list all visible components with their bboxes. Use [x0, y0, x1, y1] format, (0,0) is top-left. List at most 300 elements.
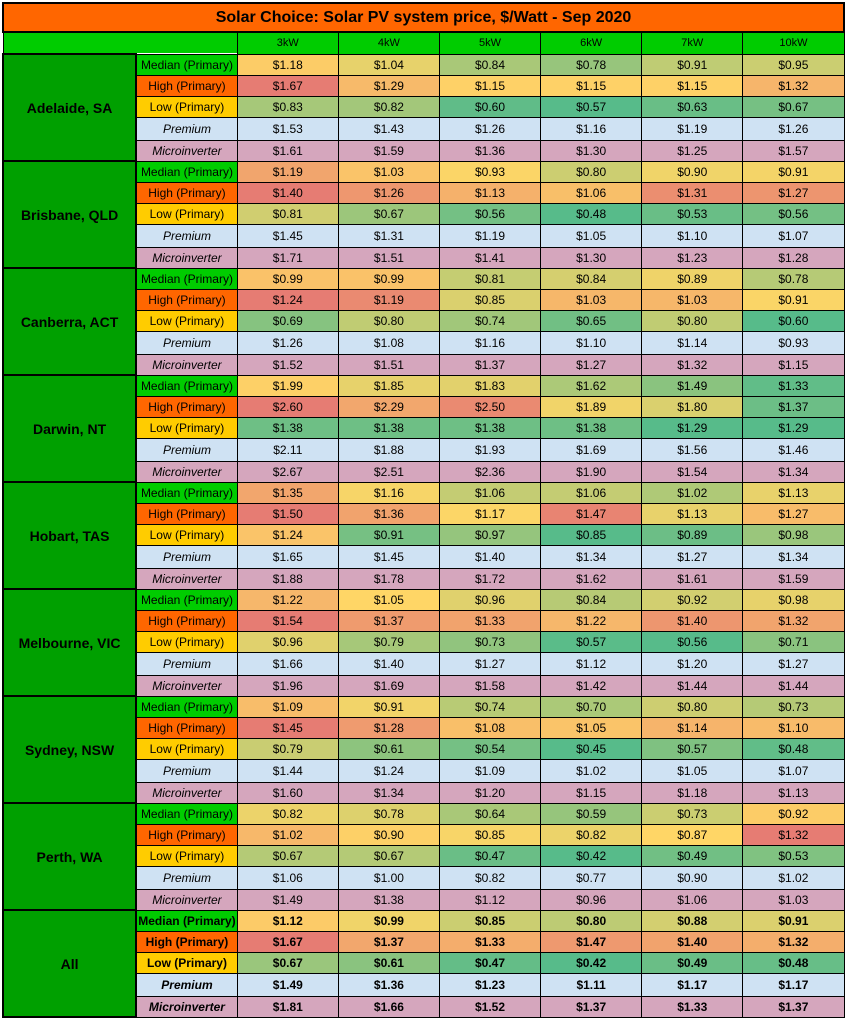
row-label-median: Median (Primary)	[136, 803, 237, 824]
price-cell: $0.91	[743, 910, 844, 931]
price-cell: $1.32	[642, 354, 743, 375]
price-cell: $0.54	[439, 738, 540, 759]
price-cell: $1.06	[439, 482, 540, 503]
price-cell: $1.56	[642, 438, 743, 461]
price-cell: $1.19	[642, 117, 743, 140]
price-cell: $0.70	[541, 696, 642, 717]
price-cell: $1.07	[743, 759, 844, 782]
row-label-micro: Microinverter	[136, 140, 237, 161]
city-label: Canberra, ACT	[3, 268, 136, 375]
price-cell: $1.72	[439, 568, 540, 589]
price-cell: $1.06	[642, 889, 743, 910]
price-cell: $1.27	[439, 652, 540, 675]
price-cell: $1.09	[439, 759, 540, 782]
price-cell: $1.54	[642, 461, 743, 482]
price-cell: $1.12	[237, 910, 338, 931]
price-cell: $1.42	[541, 675, 642, 696]
table-row	[3, 54, 844, 75]
price-cell: $1.17	[743, 973, 844, 996]
price-cell: $1.23	[439, 973, 540, 996]
price-cell: $1.31	[642, 182, 743, 203]
row-label-micro: Microinverter	[136, 568, 237, 589]
price-cell: $1.27	[743, 182, 844, 203]
price-cell: $0.83	[237, 96, 338, 117]
row-label-premium: Premium	[136, 973, 237, 996]
price-cell: $0.73	[642, 803, 743, 824]
price-cell: $0.67	[743, 96, 844, 117]
price-cell: $1.50	[237, 503, 338, 524]
price-cell: $1.06	[237, 866, 338, 889]
price-cell: $0.85	[541, 524, 642, 545]
price-cell: $1.37	[338, 931, 439, 952]
price-cell: $1.10	[642, 224, 743, 247]
price-cell: $1.29	[743, 417, 844, 438]
row-label-micro: Microinverter	[136, 889, 237, 910]
price-cell: $1.83	[439, 375, 540, 396]
price-cell: $1.58	[439, 675, 540, 696]
price-cell: $2.67	[237, 461, 338, 482]
price-cell: $0.93	[743, 331, 844, 354]
price-cell: $0.84	[541, 268, 642, 289]
row-label-low: Low (Primary)	[136, 96, 237, 117]
price-cell: $1.41	[439, 247, 540, 268]
price-cell: $1.17	[642, 973, 743, 996]
price-cell: $1.07	[743, 224, 844, 247]
price-cell: $1.15	[642, 75, 743, 96]
row-label-high: High (Primary)	[136, 289, 237, 310]
table-row	[3, 910, 844, 931]
price-cell: $1.05	[338, 589, 439, 610]
price-cell: $1.25	[642, 140, 743, 161]
price-cell: $0.82	[237, 803, 338, 824]
price-cell: $1.37	[743, 396, 844, 417]
price-cell: $1.30	[541, 247, 642, 268]
price-cell: $1.28	[338, 717, 439, 738]
price-cell: $1.44	[743, 675, 844, 696]
price-cell: $1.69	[541, 438, 642, 461]
price-cell: $1.46	[743, 438, 844, 461]
price-cell: $0.57	[642, 738, 743, 759]
price-cell: $0.98	[743, 524, 844, 545]
row-label-median: Median (Primary)	[136, 375, 237, 396]
price-cell: $0.80	[642, 310, 743, 331]
price-cell: $0.81	[439, 268, 540, 289]
price-cell: $0.88	[642, 910, 743, 931]
price-cell: $0.73	[743, 696, 844, 717]
price-cell: $0.79	[338, 631, 439, 652]
table-row	[3, 375, 844, 396]
price-cell: $1.40	[237, 182, 338, 203]
city-label: Hobart, TAS	[3, 482, 136, 589]
price-cell: $0.77	[541, 866, 642, 889]
price-cell: $0.96	[541, 889, 642, 910]
column-header: 7kW	[642, 32, 743, 54]
price-cell: $1.27	[743, 652, 844, 675]
price-cell: $1.00	[338, 866, 439, 889]
price-cell: $0.87	[642, 824, 743, 845]
price-cell: $0.80	[642, 696, 743, 717]
price-cell: $1.53	[237, 117, 338, 140]
table-row	[3, 696, 844, 717]
price-cell: $1.67	[237, 75, 338, 96]
row-label-high: High (Primary)	[136, 931, 237, 952]
row-label-median: Median (Primary)	[136, 268, 237, 289]
price-cell: $2.51	[338, 461, 439, 482]
price-cell: $1.47	[541, 931, 642, 952]
row-label-micro: Microinverter	[136, 675, 237, 696]
row-label-high: High (Primary)	[136, 610, 237, 631]
price-cell: $0.78	[541, 54, 642, 75]
price-cell: $1.43	[338, 117, 439, 140]
price-cell: $1.05	[541, 717, 642, 738]
price-cell: $1.30	[541, 140, 642, 161]
price-cell: $0.64	[439, 803, 540, 824]
price-cell: $0.84	[541, 589, 642, 610]
price-cell: $1.37	[743, 996, 844, 1017]
header-corner	[3, 32, 237, 54]
row-label-median: Median (Primary)	[136, 589, 237, 610]
price-cell: $1.03	[338, 161, 439, 182]
price-cell: $1.40	[642, 610, 743, 631]
price-cell: $1.03	[743, 889, 844, 910]
price-cell: $1.24	[237, 524, 338, 545]
price-cell: $1.38	[237, 417, 338, 438]
price-cell: $1.54	[237, 610, 338, 631]
price-cell: $0.97	[439, 524, 540, 545]
row-label-micro: Microinverter	[136, 782, 237, 803]
price-cell: $1.40	[338, 652, 439, 675]
price-cell: $1.27	[541, 354, 642, 375]
price-cell: $0.60	[439, 96, 540, 117]
price-cell: $1.29	[642, 417, 743, 438]
price-cell: $1.09	[237, 696, 338, 717]
price-cell: $1.45	[237, 717, 338, 738]
price-cell: $1.40	[439, 545, 540, 568]
price-cell: $1.99	[237, 375, 338, 396]
price-cell: $1.20	[642, 652, 743, 675]
row-label-median: Median (Primary)	[136, 482, 237, 503]
price-cell: $0.96	[237, 631, 338, 652]
column-header: 10kW	[743, 32, 844, 54]
column-header: 4kW	[338, 32, 439, 54]
price-cell: $1.38	[439, 417, 540, 438]
price-cell: $1.24	[338, 759, 439, 782]
table-title: Solar Choice: Solar PV system price, $/Watt - Sep 2020	[3, 3, 844, 32]
price-cell: $0.56	[439, 203, 540, 224]
price-cell: $1.80	[642, 396, 743, 417]
price-cell: $1.18	[642, 782, 743, 803]
price-cell: $1.10	[743, 717, 844, 738]
price-cell: $0.90	[642, 161, 743, 182]
price-cell: $1.44	[237, 759, 338, 782]
price-cell: $0.67	[237, 845, 338, 866]
price-cell: $1.31	[338, 224, 439, 247]
price-cell: $0.74	[439, 696, 540, 717]
price-cell: $0.61	[338, 738, 439, 759]
price-cell: $0.48	[541, 203, 642, 224]
table-row	[3, 482, 844, 503]
price-cell: $1.71	[237, 247, 338, 268]
price-cell: $1.15	[743, 354, 844, 375]
row-label-micro: Microinverter	[136, 354, 237, 375]
price-cell: $0.99	[338, 910, 439, 931]
price-cell: $1.15	[541, 75, 642, 96]
price-cell: $1.38	[541, 417, 642, 438]
price-cell: $1.16	[338, 482, 439, 503]
price-cell: $1.69	[338, 675, 439, 696]
price-cell: $1.10	[541, 331, 642, 354]
price-cell: $1.02	[541, 759, 642, 782]
price-cell: $0.78	[743, 268, 844, 289]
row-label-micro: Microinverter	[136, 461, 237, 482]
price-cell: $1.49	[237, 973, 338, 996]
column-header: 6kW	[541, 32, 642, 54]
price-cell: $0.90	[642, 866, 743, 889]
price-cell: $1.19	[439, 224, 540, 247]
price-cell: $0.53	[743, 845, 844, 866]
price-cell: $0.47	[439, 952, 540, 973]
row-label-micro: Microinverter	[136, 996, 237, 1017]
price-cell: $1.59	[743, 568, 844, 589]
price-cell: $0.84	[439, 54, 540, 75]
price-table	[2, 2, 845, 1018]
price-cell: $1.18	[237, 54, 338, 75]
table-row	[3, 268, 844, 289]
price-cell: $1.13	[743, 482, 844, 503]
price-cell: $0.60	[743, 310, 844, 331]
row-label-low: Low (Primary)	[136, 631, 237, 652]
price-cell: $1.36	[439, 140, 540, 161]
price-cell: $0.48	[743, 952, 844, 973]
row-label-premium: Premium	[136, 331, 237, 354]
price-cell: $1.08	[338, 331, 439, 354]
price-cell: $1.02	[642, 482, 743, 503]
row-label-low: Low (Primary)	[136, 524, 237, 545]
price-cell: $1.22	[541, 610, 642, 631]
price-cell: $2.36	[439, 461, 540, 482]
price-cell: $1.33	[439, 610, 540, 631]
price-cell: $1.15	[541, 782, 642, 803]
city-label: Brisbane, QLD	[3, 161, 136, 268]
price-cell: $1.49	[642, 375, 743, 396]
price-cell: $0.85	[439, 289, 540, 310]
price-cell: $1.34	[743, 461, 844, 482]
price-cell: $1.20	[439, 782, 540, 803]
row-label-low: Low (Primary)	[136, 952, 237, 973]
price-cell: $2.60	[237, 396, 338, 417]
row-label-premium: Premium	[136, 866, 237, 889]
price-cell: $0.91	[338, 696, 439, 717]
price-cell: $0.57	[541, 631, 642, 652]
price-cell: $1.19	[338, 289, 439, 310]
price-cell: $1.32	[743, 75, 844, 96]
price-cell: $1.93	[439, 438, 540, 461]
price-cell: $1.19	[237, 161, 338, 182]
price-cell: $1.17	[439, 503, 540, 524]
price-cell: $0.67	[237, 952, 338, 973]
row-label-premium: Premium	[136, 759, 237, 782]
price-cell: $1.60	[237, 782, 338, 803]
price-cell: $1.12	[541, 652, 642, 675]
price-cell: $1.34	[743, 545, 844, 568]
price-cell: $0.57	[541, 96, 642, 117]
price-cell: $1.12	[439, 889, 540, 910]
price-cell: $0.53	[642, 203, 743, 224]
price-cell: $1.61	[237, 140, 338, 161]
price-cell: $0.48	[743, 738, 844, 759]
price-cell: $1.26	[439, 117, 540, 140]
price-cell: $1.40	[642, 931, 743, 952]
price-cell: $0.98	[743, 589, 844, 610]
price-cell: $0.56	[743, 203, 844, 224]
price-cell: $1.24	[237, 289, 338, 310]
price-cell: $1.32	[743, 931, 844, 952]
row-label-high: High (Primary)	[136, 503, 237, 524]
price-cell: $0.61	[338, 952, 439, 973]
price-cell: $1.36	[338, 973, 439, 996]
row-label-median: Median (Primary)	[136, 696, 237, 717]
price-cell: $0.82	[439, 866, 540, 889]
price-cell: $1.61	[642, 568, 743, 589]
price-cell: $1.32	[743, 824, 844, 845]
price-cell: $1.45	[338, 545, 439, 568]
price-cell: $1.96	[237, 675, 338, 696]
table-row	[3, 803, 844, 824]
price-cell: $0.91	[338, 524, 439, 545]
row-label-high: High (Primary)	[136, 396, 237, 417]
row-label-premium: Premium	[136, 545, 237, 568]
price-cell: $1.67	[237, 931, 338, 952]
table-row	[3, 589, 844, 610]
price-cell: $0.91	[642, 54, 743, 75]
price-cell: $1.16	[541, 117, 642, 140]
price-cell: $0.49	[642, 952, 743, 973]
row-label-median: Median (Primary)	[136, 54, 237, 75]
price-cell: $1.11	[541, 973, 642, 996]
price-cell: $1.26	[743, 117, 844, 140]
row-label-low: Low (Primary)	[136, 845, 237, 866]
price-cell: $0.80	[541, 161, 642, 182]
price-cell: $0.89	[642, 524, 743, 545]
row-label-premium: Premium	[136, 117, 237, 140]
price-cell: $0.91	[743, 289, 844, 310]
price-cell: $1.26	[237, 331, 338, 354]
row-label-low: Low (Primary)	[136, 203, 237, 224]
price-cell: $0.73	[439, 631, 540, 652]
price-cell: $1.81	[237, 996, 338, 1017]
table-row	[3, 161, 844, 182]
row-label-low: Low (Primary)	[136, 738, 237, 759]
city-label: Sydney, NSW	[3, 696, 136, 803]
price-cell: $0.80	[541, 910, 642, 931]
city-label: All	[3, 910, 136, 1017]
price-cell: $0.80	[338, 310, 439, 331]
column-header: 3kW	[237, 32, 338, 54]
price-cell: $1.65	[237, 545, 338, 568]
row-label-premium: Premium	[136, 438, 237, 461]
price-cell: $0.81	[237, 203, 338, 224]
price-cell: $0.67	[338, 845, 439, 866]
price-cell: $1.02	[743, 866, 844, 889]
price-cell: $1.27	[642, 545, 743, 568]
price-cell: $1.27	[743, 503, 844, 524]
price-cell: $1.52	[237, 354, 338, 375]
price-cell: $0.91	[743, 161, 844, 182]
price-cell: $0.71	[743, 631, 844, 652]
price-cell: $0.89	[642, 268, 743, 289]
row-label-low: Low (Primary)	[136, 417, 237, 438]
price-cell: $0.85	[439, 910, 540, 931]
price-cell: $1.51	[338, 247, 439, 268]
price-cell: $0.82	[338, 96, 439, 117]
price-cell: $1.78	[338, 568, 439, 589]
price-cell: $1.33	[439, 931, 540, 952]
price-cell: $1.13	[642, 503, 743, 524]
price-cell: $1.37	[541, 996, 642, 1017]
price-cell: $1.33	[743, 375, 844, 396]
price-cell: $1.03	[541, 289, 642, 310]
price-cell: $0.90	[338, 824, 439, 845]
price-cell: $0.56	[642, 631, 743, 652]
price-cell: $1.33	[642, 996, 743, 1017]
price-cell: $1.66	[338, 996, 439, 1017]
row-label-median: Median (Primary)	[136, 161, 237, 182]
row-label-median: Median (Primary)	[136, 910, 237, 931]
city-label: Adelaide, SA	[3, 54, 136, 161]
row-label-micro: Microinverter	[136, 247, 237, 268]
price-cell: $1.90	[541, 461, 642, 482]
price-cell: $1.37	[338, 610, 439, 631]
price-cell: $1.32	[743, 610, 844, 631]
price-cell: $1.29	[338, 75, 439, 96]
price-cell: $1.62	[541, 568, 642, 589]
price-cell: $1.14	[642, 331, 743, 354]
column-header: 5kW	[439, 32, 540, 54]
row-label-high: High (Primary)	[136, 182, 237, 203]
price-cell: $1.13	[439, 182, 540, 203]
price-cell: $0.79	[237, 738, 338, 759]
row-label-premium: Premium	[136, 652, 237, 675]
price-cell: $0.99	[338, 268, 439, 289]
price-cell: $1.88	[338, 438, 439, 461]
price-cell: $1.13	[743, 782, 844, 803]
price-cell: $0.95	[743, 54, 844, 75]
price-cell: $1.38	[338, 889, 439, 910]
price-cell: $2.29	[338, 396, 439, 417]
price-cell: $1.36	[338, 503, 439, 524]
price-cell: $1.37	[439, 354, 540, 375]
price-cell: $1.59	[338, 140, 439, 161]
price-cell: $1.05	[541, 224, 642, 247]
price-cell: $1.02	[237, 824, 338, 845]
price-cell: $1.49	[237, 889, 338, 910]
price-cell: $0.42	[541, 845, 642, 866]
price-cell: $1.05	[642, 759, 743, 782]
price-cell: $1.85	[338, 375, 439, 396]
price-cell: $0.93	[439, 161, 540, 182]
price-cell: $1.04	[338, 54, 439, 75]
row-label-premium: Premium	[136, 224, 237, 247]
city-label: Perth, WA	[3, 803, 136, 910]
price-cell: $1.89	[541, 396, 642, 417]
price-cell: $1.62	[541, 375, 642, 396]
price-cell: $0.82	[541, 824, 642, 845]
price-cell: $0.92	[642, 589, 743, 610]
price-cell: $1.35	[237, 482, 338, 503]
city-label: Melbourne, VIC	[3, 589, 136, 696]
city-label: Darwin, NT	[3, 375, 136, 482]
price-cell: $1.06	[541, 482, 642, 503]
